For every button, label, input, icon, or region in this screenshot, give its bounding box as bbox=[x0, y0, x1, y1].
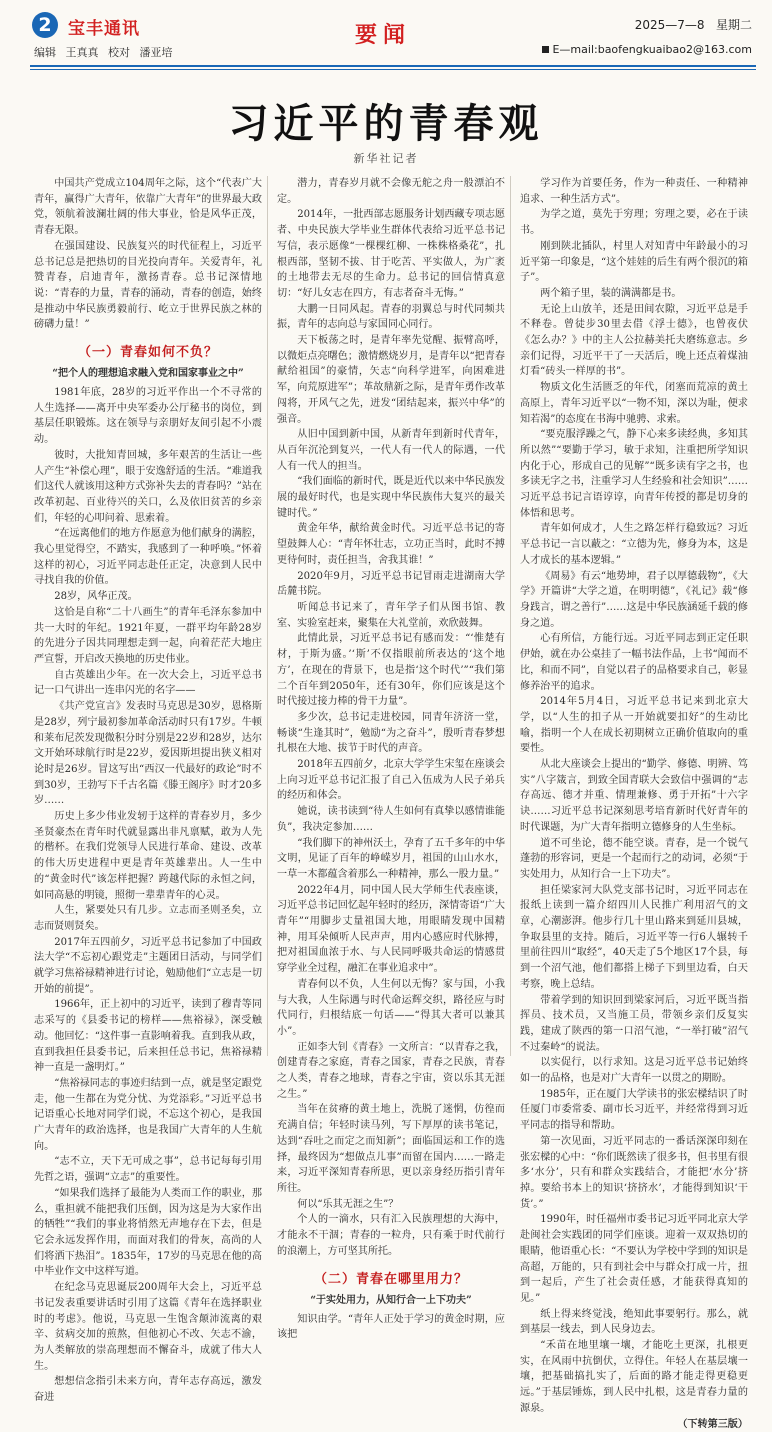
paragraph: 彼时，大批知青回城，多年艰苦的生活让一些人产生“补偿心理”，眼于安逸舒适的生活。“难道我们这代人就该用这种方式弥补失去的青春吗？”站在改革初起、百业待兴的关口，么及依旧贫苦的乡亲们，年轻的心叩问着、思索着。 bbox=[34, 449, 262, 524]
page-header bbox=[30, 12, 756, 67]
col1-intro bbox=[34, 176, 262, 333]
paragraph: 大鹏一日同风起。青春的羽翼总与时代同频共振，青年的志向总与家国同心同行。 bbox=[277, 303, 505, 331]
header-rule-thin bbox=[30, 69, 756, 70]
paragraph: “要克服浮躁之气，静下心来多读经典，多知其所以然”“要勤于学习，敏于求知，注重把所学知识内化于心，形成自己的见解”“既多读有字之书，也多读无字之书，注重学习人生经验和社会知识”……习近平总书记言语谆谆，向青年传授的都是切身的体悟和思考。 bbox=[520, 429, 748, 519]
paragraph: 此情此景，习近平总书记有感而发：“‘惟楚有材，于斯为盛。’‘斯’不仅指眼前所表达的‘这个地方’，在现在的背景下，也是指‘这个时代’”“我们第二个百年到2050年，还有30年，你们应该是这个时代接过接力棒的骨干力量”。 bbox=[277, 633, 505, 708]
paragraph: 为学之道，莫先于穷理；穷理之要，必在于读书。 bbox=[520, 209, 748, 237]
editor-credits bbox=[34, 44, 179, 60]
paragraph: 2014年5月4日，习近平总书记来到北京大学，以“人生的扣子从一开始就要扣好”的生动比喻，指明一个人在成长初期树立正确价值取向的重要性。 bbox=[520, 696, 748, 755]
email-line bbox=[542, 43, 752, 56]
editor-label: 编辑 bbox=[34, 46, 56, 59]
column-1 bbox=[34, 176, 262, 1404]
paragraph: 在强国建设、民族复兴的时代征程上，习近平总书记总是把热切的目光投向青年。关爱青年，礼赞青春，启迪青年，激扬青春。总书记深情地说：“青春的力量，青春的涌动，青春的创造，始终是推动中华民族勇毅前行、屹立于世界民族之林的磅礴力量！” bbox=[34, 240, 262, 331]
paragraph: 两个箱子里，装的满满都是书。 bbox=[540, 287, 682, 299]
paragraph: 学习作为首要任务，作为一种责任、一种精神追求、一种生活方式”。 bbox=[520, 178, 748, 205]
paragraph: “焦裕禄同志的事迹归结到一点，就是坚定跟党走，他一生都在为党分忧、为党添彩。”习近平总书记语重心长地对同学们说，不忘这个初心，是我国广大青年的政治选择，也是我国广大青年的人生航向。 bbox=[34, 1077, 262, 1152]
paragraph: 刚到陕北插队，村里人对知青中年龄最小的习近平第一印象是，“这个娃娃的后生有两个很沉的箱子”。 bbox=[520, 240, 748, 284]
paragraph: “志不立，天下无可成之事”，总书记每每引用先哲之语，强调“立志”的重要性。 bbox=[34, 1156, 262, 1184]
paragraph: 2018年五四前夕，北京大学学生宋玺在座谈会上向习近平总书记汇报了自己入伍成为人民子弟兵的经历和体会。 bbox=[277, 759, 505, 802]
subheading-1-quote: “把个人的理想追求融入党和国家事业之中” bbox=[52, 368, 244, 380]
paragraph: 中国共产党成立104周年之际，这个“代表广大青年，赢得广大青年，依靠广大青年”的世界最大政党，领航着波澜壮阔的伟大事业，恰是风华正茂，青春无限。 bbox=[34, 178, 262, 237]
paragraph: 天下板荡之时，是青年率先觉醒、振臂高呼，以微炬点亮曙色；激情燃烧岁月，是青年以“把青春献给祖国”的豪情，矢志“向科学进军，向困难进军，向荒原进军”；革故鼎新之际，是青年勇作改革闯将，开风气之先，迸发“团结起来，振兴中华”的强音。 bbox=[277, 335, 505, 425]
paragraph: 黄金年华，献给黄金时代。习近平总书记的寄望鼓舞人心：“青年怀壮志，立功正当时，此时不搏更待何时，责任担当，舍我其谁！” bbox=[277, 523, 505, 566]
paragraph: 潜力，青春岁月就不会像无舵之舟一般漂泊不定。 bbox=[277, 178, 505, 205]
column-divider bbox=[510, 176, 511, 1056]
paragraph: 正如李大钊《青春》一文所言：“以青春之我，创建青春之家庭，青春之国家，青春之民族，青春之人类，青春之地球，青春之宇宙，资以乐其无涯之生。” bbox=[277, 1041, 505, 1100]
proof-label: 校对 bbox=[108, 46, 130, 59]
col3-body bbox=[520, 176, 748, 1417]
subheading-2: （二）青春在哪里用力？ bbox=[313, 1271, 468, 1287]
paragraph: 这恰是自称“二十八画生”的青年毛泽东参加中共一大时的年纪。1921年夏，一群平均年龄28岁的先进分子因共同理想走到一起，向着茫茫大地庄严宣誓，开启改天换地的历史伟业。 bbox=[34, 606, 262, 665]
header-rule bbox=[30, 65, 756, 67]
paragraph: 何以“乐其无涯之生”？ bbox=[297, 1198, 399, 1210]
page-number: 2 bbox=[32, 12, 58, 38]
paragraph: 无论上山放羊，还是田间农隙，习近平总是手不释卷。曾徒步30里去借《浮士德》，也曾夜伏《怎么办？》中的主人公拉赫美托夫磨练意志。乡亲们记得，习近平干了一天活后，晚上还点着煤油灯看“砖头一样厚的书”。 bbox=[520, 303, 748, 378]
paragraph: 《周易》有云“地势坤，君子以厚德载物”，《大学》开篇讲“大学之道，在明明德”，《礼记》载“修身践言，谓之善行”……这是中华民族涵延千载的修身之道。 bbox=[520, 570, 748, 629]
paragraph: 1990年，时任福州市委书记习近平同北京大学赴闽社会实践团的同学们座谈。迎着一双双热切的眼睛，他语重心长：“不要认为学校中学到的知识是高超，万能的，只有到社会中与群众打成一片，扭到一起后，产生了社会责任感，才能获得真知的见。” bbox=[520, 1214, 748, 1304]
paragraph: 从旧中国到新中国，从新青年到新时代青年，从百年沉沦到复兴，一代人有一代人的际遇，一代人有一代人的担当。 bbox=[277, 429, 505, 472]
column-3 bbox=[520, 176, 748, 1430]
paragraph: 2022年4月，同中国人民大学师生代表座谈，习近平总书记回忆起年轻时的经历，深情寄语“广大青年”“用脚步丈量祖国大地，用眼睛发现中国精神，用耳朵倾听人民声声，用内心感应时代脉搏，把对祖国血浓于水、与人民同呼吸共命运的情感贯穿学业全过程，融汇在事业追求中”。 bbox=[277, 884, 505, 975]
paragraph: 担任梁家河大队党支部书记时，习近平同志在报纸上读到一篇介绍四川人民推广利用沼气的文章，心潮澎湃。他步行几十里山路来到延川县城，争取县里的支持。随后，习近平等一行6人辗转千里前往四川“取经”，40天走了5个地区17个县，每到一个沼气池，他们都搭上梯子下到里边看，白天考察，晚上总结。 bbox=[520, 884, 748, 990]
paragraph: 青春何以不负，人生何以无悔？家与国，小我与大我，人生际遇与时代命运辉交织，路径应与时代同行，归根结底一句话——“得其大者可以兼其小”。 bbox=[277, 978, 505, 1037]
paragraph: 2014年，一批西部志愿服务计划西藏专项志愿者、中央民族大学毕业生群体代表给习近平总书记写信，表示愿像“一棵棵红柳、一株株格桑花”，扎根西部，坚韧不拔、甘于吃苦、平实做人，为广袤的土地带去无尽的生命力。总书记的回信情真意切：“好儿女志在四方，有志者奋斗无悔。” bbox=[277, 209, 505, 299]
paragraph: 28岁，风华正茂。 bbox=[54, 591, 138, 603]
paragraph: 从北大座谈会上提出的“勤学、修德、明辨、笃实”八字箴言，到致全国青联大会致信中强调的“志存高远、德才并重、情理兼修、勇于开拓”十六字诀……习近平总书记深刻思考培育新时代好青年的时代课题，为广大青年指明立德修身的人生坐标。 bbox=[520, 759, 748, 833]
paragraph: 人生，紧要处只有几步。立志而圣则圣矣，立志而贤则贤矣。 bbox=[34, 905, 262, 932]
square-bullet-icon bbox=[542, 46, 549, 53]
paragraph: 心有所信，方能行远。习近平同志到正定任职伊始，就在办公桌挂了一幅书法作品，上书“闻而不比，和而不同”，自觉以君子的品格要求自己，彰显修养治平的追求。 bbox=[520, 633, 748, 692]
paragraph: 知识由学。“青年人正处于学习的黄金时期，应该把 bbox=[277, 1313, 505, 1341]
paragraph: “在远离他们的地方作愿意为他们献身的满腔，我心里觉得空，不踏实，我感到了一种呼唤。”怀着这样的初心，习近平同志赴任正定，决意到人民中寻找自我的价值。 bbox=[34, 528, 262, 587]
subheading-2-quote: “于实处用力，从知行合一上下功夫” bbox=[310, 1294, 472, 1306]
paragraph: “我们脚下的神州沃土，孕育了五千多年的中华文明，见证了百年的峥嵘岁月，祖国的山山水水，一草一木都蕴含着那么一种精神，那么一股力量。” bbox=[277, 837, 505, 880]
paragraph: “如果我们选择了最能为人类而工作的职业，那么，重担就不能把我们压倒，因为这是为大家作出的牺牲”“我们的事业将悄然无声地存在下去，但是它会永远发挥作用，而面对我们的骨灰，高尚的人们将洒下热泪”。1835年，17岁的马克思在他的高中毕业作文中这样写道。 bbox=[34, 1187, 262, 1278]
email-address: E—mail:baofengkuaibao2@163.com bbox=[552, 43, 752, 56]
col2-tail bbox=[277, 1312, 505, 1343]
paragraph: 多少次，总书记走进校园，同青年济济一堂，畅谈“生逢其时”，勉励“为之奋斗”，殷听青春梦想扎根在大地、拔节于时代的声音。 bbox=[277, 711, 505, 755]
paragraph: 青年如何成才，人生之路怎样行稳致远？习近平总书记一言以蔽之：“立德为先，修身为本，这是人才成长的基本逻辑。” bbox=[520, 523, 748, 566]
paragraph: 1985年，正在厦门大学读书的张宏樑结识了时任厦门市委常委、副市长习近平，并经常得到习近平同志的指导和帮助。 bbox=[520, 1088, 748, 1132]
column-divider bbox=[267, 176, 268, 1056]
column-2 bbox=[277, 176, 505, 1341]
weekday: 星期二 bbox=[715, 18, 752, 32]
paragraph: 当年在贫瘠的黄土地上，洗脱了迷惘，仿徨而充满自信；年轻时读马列，写下厚厚的读书笔记，达到“吞吐之而定之而知新”；面临国运和工作的选择，最终因为“想做点儿事”而留在国内……一路走来，习近平深知青春所思，更以亲身经历指引青年所往。 bbox=[277, 1104, 505, 1194]
date-line bbox=[635, 16, 752, 33]
paragraph: 自古英雄出少年。在一次大会上，习近平总书记一口气讲出一连串闪光的名字—— bbox=[34, 669, 262, 697]
paragraph: 个人的一滴水，只有汇入民族理想的大海中，才能永不干涸；青春的一粒舟，只有乘于时代前行的浪潮上，方可坚其所托。 bbox=[277, 1214, 505, 1257]
paragraph: 她说，读书读到“待人生如何有真挚以感情谁能负”，我决定参加…… bbox=[277, 806, 505, 833]
paragraph: 2017年五四前夕，习近平总书记参加了中国政法大学“不忘初心跟党走”主题团日活动，与同学们就学习焦裕禄精神进行讨论，勉励他们“立志是一切开始的前提”。 bbox=[34, 936, 262, 995]
subheading-1: （一）青春如何不负？ bbox=[77, 345, 218, 361]
paragraph: 1981年底，28岁的习近平作出一个不寻常的人生选择——离开中央军委办公厅秘书的岗位，到基层任职锻炼。这在领导与亲朋好友间引起不小震动。 bbox=[34, 387, 262, 446]
paper-name: 宝丰通讯 bbox=[68, 19, 140, 39]
article-title: 习近平的青春观 bbox=[228, 100, 544, 147]
continue-note: （下转第三版） bbox=[677, 1418, 748, 1430]
paragraph: 听闻总书记来了，青年学子们从图书馆、教室、实验室赶来，聚集在大礼堂前，欢欣鼓舞。 bbox=[277, 601, 505, 629]
paragraph: 道不可坐论，德不能空谈。青春，是一个锐气蓬勃的形容词，更是一个起而行之的动词，必须“于实处用力，从知行合一上下功夫”。 bbox=[520, 837, 748, 880]
paragraph: 以实促行，以行求知。这是习近平总书记始终如一的品格，也是对广大青年一以贯之的期盼。 bbox=[520, 1057, 748, 1085]
paragraph: 想想信念指引未来方向，青年志存高远，激发奋进 bbox=[34, 1376, 262, 1404]
editor-name: 王真真 bbox=[65, 46, 99, 59]
paragraph: 第一次见面，习近平同志的一番话深深印刻在张宏樑的心中：“你们既然读了很多书，但书里有很多‘水分’，只有和群众实践结合，才能把‘水分’挤掉。要给书本上的知识‘挤挤水’，才能得到知识‘干货’。” bbox=[520, 1135, 748, 1210]
col1-body bbox=[34, 385, 262, 1406]
section-name: 要闻 bbox=[355, 22, 412, 48]
paragraph: 2020年9月，习近平总书记冒雨走进湖南大学岳麓书院。 bbox=[277, 570, 505, 598]
col2-body bbox=[277, 176, 505, 1260]
paragraph: 1966年，正上初中的习近平，读到了穆青等同志采写的《县委书记的榜样——焦裕禄》，深受触动。他回忆：“这件事一直影响着我。直到我从政，直到我担任县委书记，后来担任总书记，焦裕禄精神一直是一盏明灯。” bbox=[34, 999, 262, 1074]
paragraph: “禾苗在地里壤一壤，才能吃土更深，扎根更实，在风雨中抗倒伏，立得住。年轻人在基层壤一壤，把基础搞扎实了，后面的路才能走得更稳更远。”于基层锤炼，到人民中扎根，这是青春力量的源泉。 bbox=[520, 1340, 748, 1414]
issue-date: 2025—7—8 bbox=[634, 18, 705, 32]
paragraph: 纸上得来终觉浅，绝知此事要躬行。那么，就到基层一线去，到人民身边去。 bbox=[520, 1308, 748, 1336]
paragraph: 《共产党宣言》发表时马克思是30岁，恩格斯是28岁，列宁最初参加革命活动时只有17岁。牛顿和莱布尼茨发现微积分时分别是22岁和28岁，达尔文开始环球航行时是22岁，爱因斯坦提出狭义相对论时是26岁。冒这写出“西汉一代最好的政论”时不到30岁，王勃写下千古名篇《滕王阁序》时才20多岁…… bbox=[34, 701, 262, 807]
paragraph: 在纪念马克思诞辰200周年大会上，习近平总书记发表重要讲话时引用了这篇《青年在选择职业时的考虑》。他说，马克思一生饱含颠沛流离的艰辛、贫病交加的煎熬，但他初心不改、矢志不渝，为人类解放的崇高理想而不懈奋斗，成就了伟大人生。 bbox=[34, 1282, 262, 1372]
paragraph: 带着学到的知识回到梁家河后，习近平既当指挥员、技术员，又当施工员，带领乡亲们反复实践，建成了陕西的第一口沼气池，“一举打破”沼气不过秦岭“的说法。 bbox=[520, 994, 748, 1053]
paragraph: 物质文化生活匮乏的年代，闭塞而荒凉的黄土高原上，青年习近平以“一物不知，深以为耻，便求知若渴”的态度在书海中驰骋、求索。 bbox=[520, 382, 748, 425]
paragraph: “我们面临的新时代，既是近代以来中华民族发展的最好时代，也是实现中华民族伟大复兴的最关键时代。” bbox=[277, 476, 505, 519]
paragraph: 历史上多少伟业发轫于这样的青春岁月，多少圣贤豪杰在青年时代就显露出非凡禀赋，敢为人先的楷杯。在我们党领导人民进行革命、建设、改革的伟大历史进程中更是青年英雄辈出。人一生中的“黄金时代”该怎样把握？跨越代际的永恒之问，如同高悬的明镜，照彻一辈辈青年的心灵。 bbox=[34, 811, 262, 901]
proof-name: 潘亚培 bbox=[139, 46, 173, 59]
article-byline: 新华社记者 bbox=[353, 152, 419, 165]
